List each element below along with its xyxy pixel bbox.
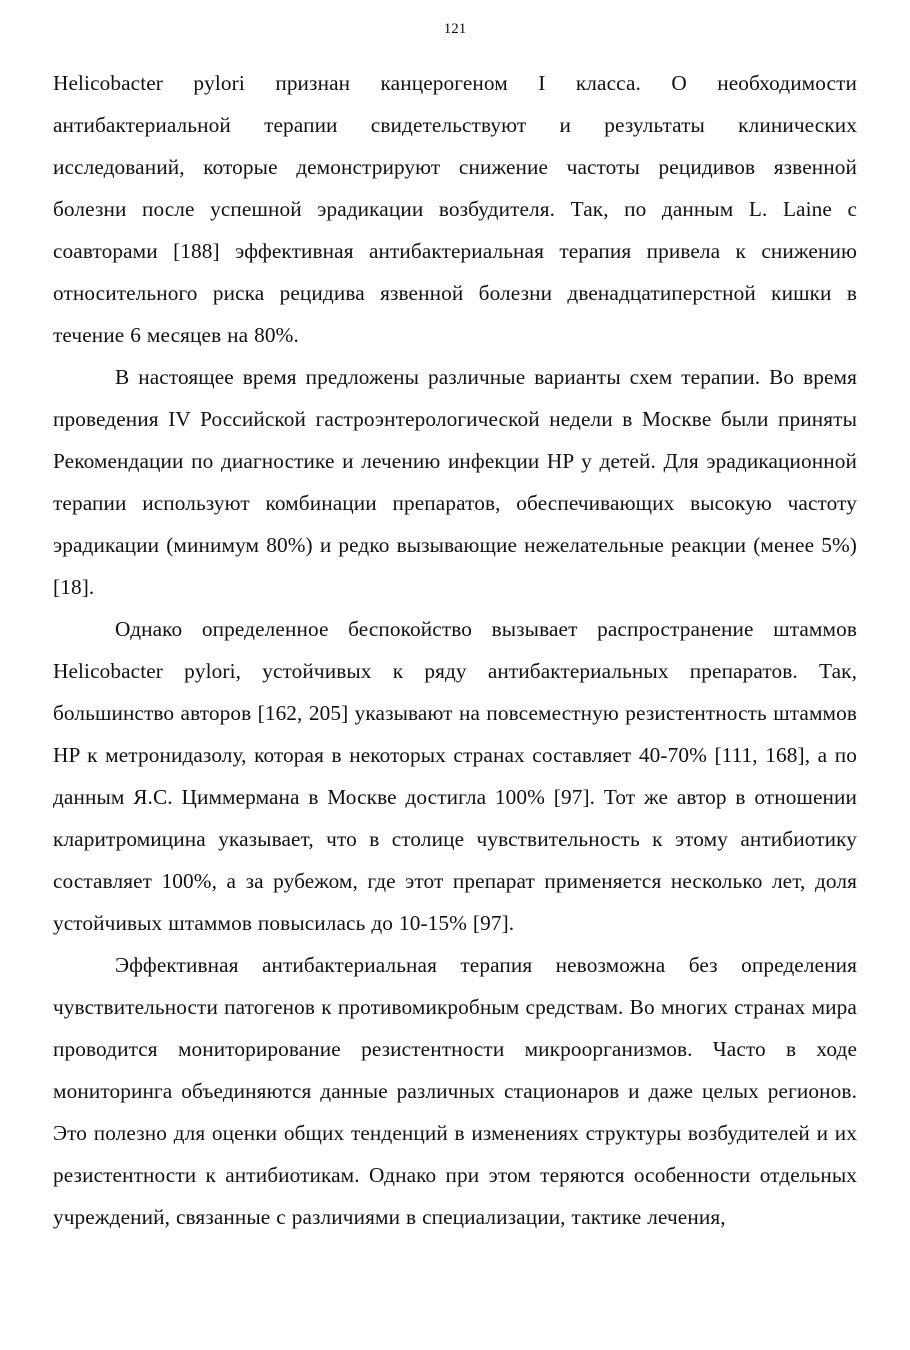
- paragraph-3: Однако определенное беспокойство вызывает распространение штаммов Helicobacter pylori, устойчивых к ряду антибактериальных препаратов. Так, большинство авторов [162, 205] указывают на повсеместную резистентность штаммов HP к метронидазолу, которая в некоторых странах составляет 40-70% [111, 168], а по данным Я.С. Циммермана в Москве достигла 100% [97]. Тот же автор в отношении кларитромицина указывает, что в столице чувствительность к этому антибиотику составляет 100%, а за рубежом, где этот препарат применяется несколько лет, доля устойчивых штаммов повысилась до 10-15% [97].: [53, 617, 857, 935]
- paragraph-2: В настоящее время предложены различные варианты схем терапии. Во время проведения IV Российской гастроэнтерологической недели в Москве были приняты Рекомендации по диагностике и лечению инфекции HP у детей. Для эрадикационной терапии используют комбинации препаратов, обеспечивающих высокую частоту эрадикации (минимум 80%) и редко вызывающие нежелательные реакции (менее 5%) [18].: [53, 365, 857, 599]
- paragraph-1: Helicobacter pylori признан канцерогеном I класса. О необходимости антибактериальной терапии свидетельствуют и результаты клинических исследований, которые демонстрируют снижение частоты рецидивов язвенной болезни после успешной эрадикации возбудителя. Так, по данным L. Laine с соавторами [188] эффективная антибактериальная терапия привела к снижению относительного риска рецидива язвенной болезни двенадцатиперстной кишки в течение 6 месяцев на 80%.: [53, 71, 857, 347]
- document-body: [53, 62, 857, 1238]
- page-number: 121: [443, 21, 467, 37]
- paragraph-4: Эффективная антибактериальная терапия невозможна без определения чувствительности патогенов к противомикробным средствам. Во многих странах мира проводится мониторирование резистентности микроорганизмов. Часто в ходе мониторинга объединяются данные различных стационаров и даже целых регионов. Это полезно для оценки общих тенденций в изменениях структуры возбудителей и их резистентности к антибиотикам. Однако при этом теряются особенности отдельных учреждений, связанные с различиями в специализации, тактике лечения,: [53, 953, 857, 1229]
